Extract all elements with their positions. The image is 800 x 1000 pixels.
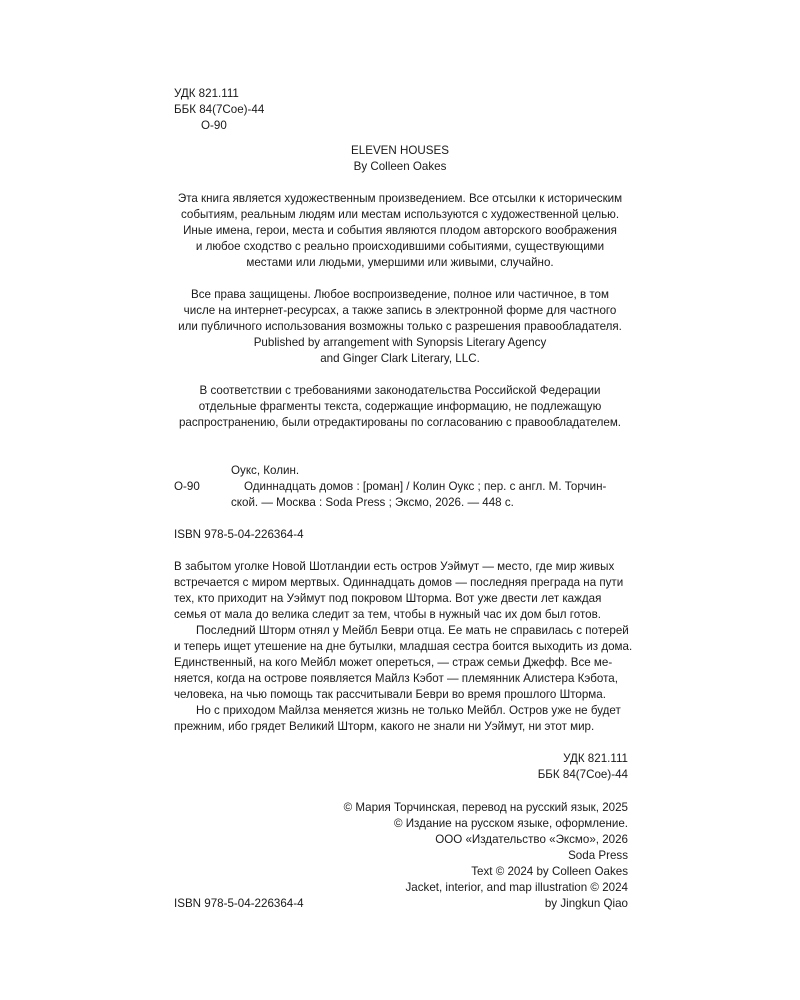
isbn: ISBN 978-5-04-226364-4: [174, 528, 304, 541]
copyright-line: by Jingkun Qiao: [544, 897, 628, 910]
legal-line: отдельные фрагменты текста, содержащие информацию, не подлежащую: [198, 400, 602, 413]
rights-line: Published by arrangement with Synopsis Literary Agency: [253, 336, 547, 349]
annotation-line: человека, на чью помощь так рассчитывали Беври во время прошлого Шторма.: [174, 688, 606, 701]
annotation-line: встречается с миром мертвых. Одиннадцать домов — последняя преграда на пути: [174, 576, 624, 589]
annotation-line: няется, когда на острове появляется Майлз Кэбот — племянник Алистера Кэбота,: [174, 672, 618, 685]
copyright-line: Soda Press: [568, 849, 628, 862]
original-author: By Colleen Oakes: [353, 160, 447, 173]
copyright-line: © Издание на русском языке, оформление.: [393, 817, 628, 830]
rights-line: или публичного использования возможны только с разрешения правообладателя.: [178, 320, 622, 333]
disclaimer-line: Иные имена, герои, места и события являются плодом авторского воображения: [183, 224, 617, 237]
bottom-bbk: ББК 84(7Сое)-44: [537, 768, 628, 781]
annotation-line: тех, кто приходит на Уэймут под покровом Шторма. Вот уже двести лет каждая: [174, 592, 602, 605]
annotation-line: Но с приходом Майлза меняется жизнь не только Мейбл. Остров уже не будет: [196, 704, 621, 717]
annotation-line: Последний Шторм отнял у Мейбл Беври отца. Ее мать не справилась с потерей: [196, 624, 629, 637]
copyright-line: © Мария Торчинская, перевод на русский язык, 2025: [343, 801, 628, 814]
disclaimer-line: местами или людьми, умершими или живыми, случайно.: [246, 256, 554, 269]
original-title: ELEVEN HOUSES: [351, 144, 449, 157]
catalog-entry: [174, 463, 626, 511]
annotation-line: и теперь ищет утешение на дне бутылки, младшая сестра боится выходить из дома.: [174, 640, 633, 653]
original-title-block: [174, 143, 626, 175]
catalog-description-line: ской. — Москва : Soda Press ; Эксмо, 2026. — 448 с.: [231, 496, 514, 509]
catalog-description-line: Одиннадцать домов : [роман] / Колин Оукс ; пер. с англ. М. Торчин-: [244, 480, 607, 493]
classification-block: [174, 86, 374, 134]
annotation-line: прежним, ибо грядет Великий Шторм, какого не знали ни Уэймут, ни этот мир.: [174, 720, 595, 733]
catalog-mark: О-90: [174, 480, 200, 493]
disclaimer-line: Эта книга является художественным произведением. Все отсылки к историческим: [177, 192, 623, 205]
copyright-line: ООО «Издательство «Эксмо», 2026: [435, 833, 628, 846]
copyright-line: Text © 2024 by Colleen Oakes: [471, 865, 628, 878]
bbk-code: ББК 84(7Сое)-44: [174, 103, 265, 116]
legal-line: В соответствии с требованиями законодательства Российской Федерации: [199, 384, 601, 397]
rights-line: and Ginger Clark Literary, LLC.: [320, 352, 480, 365]
annotation-line: В забытом уголке Новой Шотландии есть остров Уэймут — место, где мир живых: [174, 560, 615, 573]
disclaimer-line: и любое сходство с реально происходившими событиями, существующими: [195, 240, 605, 253]
udk-code: УДК 821.111: [174, 87, 239, 100]
rights-line: Все права защищены. Любое воспроизведение, полное или частичное, в том: [191, 288, 609, 301]
copyright-line: Jacket, interior, and map illustration © 2024: [405, 881, 628, 894]
copyright-block: [300, 800, 628, 912]
bottom-codes: [426, 751, 628, 783]
catalog-heading: Оукс, Колин.: [231, 464, 300, 477]
annotation-block: [174, 559, 633, 735]
disclaimer-line: событиям, реальным людям или местам используются с художественной целью.: [180, 208, 620, 221]
bottom-isbn: ISBN 978-5-04-226364-4: [174, 897, 304, 910]
rights-block: [160, 287, 640, 367]
legal-line: распространению, были отредактированы по согласованию с правообладателем.: [178, 416, 622, 429]
legal-block: [160, 383, 640, 431]
bottom-udk: УДК 821.111: [563, 752, 628, 765]
annotation-line: Единственный, на кого Мейбл может опереться, — страж семьи Джефф. Все ме-: [174, 656, 613, 669]
author-mark: О-90: [201, 119, 227, 132]
disclaimer-block: [160, 191, 640, 271]
rights-line: числе на интернет-ресурсах, а также запись в электронной форме для частного: [183, 304, 617, 317]
annotation-line: семья от мала до велика следит за тем, чтобы в нужный час их дом был готов.: [174, 608, 601, 621]
